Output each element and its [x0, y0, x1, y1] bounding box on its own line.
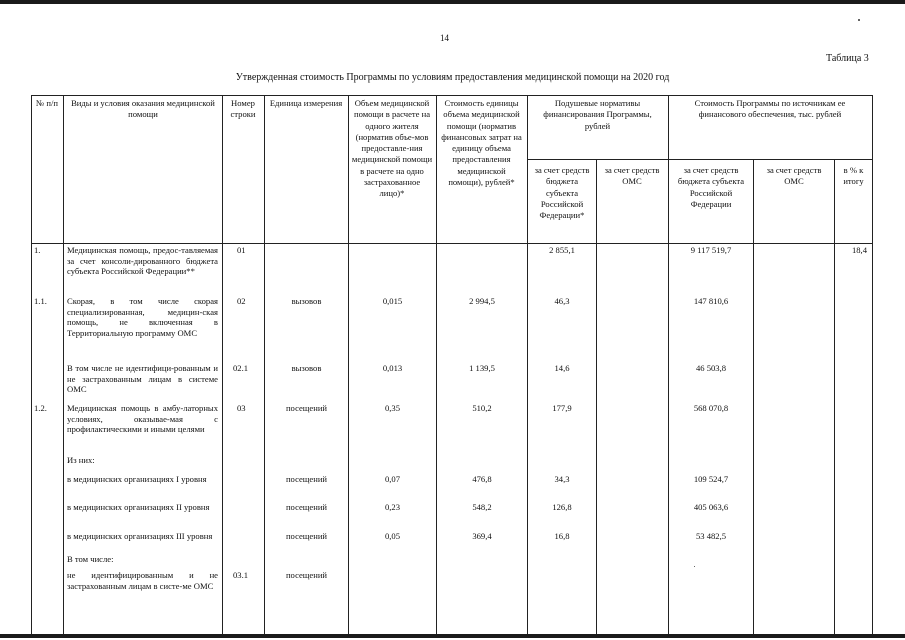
row-name: в медицинских организациях III уровня [67, 531, 213, 541]
row-name: Медицинская помощь, предос-тавляемая за счет консоли-дированного бюджета субъекта Российской Федерации** [67, 245, 218, 277]
row-unit: вызовов [291, 296, 322, 306]
page-number: 14 [440, 33, 449, 43]
col-border [872, 95, 873, 635]
col-border [753, 159, 754, 635]
col-border [31, 95, 32, 635]
top-border [0, 0, 905, 4]
row-line: 02.1 [233, 363, 249, 373]
header-cost-pct: в % к итогу [843, 165, 864, 187]
bottom-border [0, 634, 905, 638]
header-line: Номер строки [230, 98, 256, 120]
row-num: 1.2. [34, 403, 47, 413]
row-pc-budget: 14,6 [554, 363, 570, 373]
row-c-budget: 147 810,6 [693, 296, 729, 306]
header-bottom-rule [31, 243, 872, 244]
row-name: не идентифицированным и не застрахованным лицам в систе-ме ОМС [67, 570, 218, 591]
row-unit: посещений [285, 474, 328, 484]
col-border [834, 159, 835, 635]
row-c-budget: 53 482,5 [695, 531, 727, 541]
row-name: В том числе: [67, 554, 114, 564]
row-name: Медицинская помощь в амбу-латорных условиях, оказывае-мая с профилактическими и иными целями [67, 403, 218, 435]
header-cost-budget: за счет средств бюджета субъекта Российской Федерации [677, 165, 745, 209]
row-pc-budget: 177,9 [552, 403, 572, 413]
row-pc-budget: 126,8 [552, 502, 572, 512]
row-name: В том числе не идентифици-рованным и не застрахованным лицам в системе ОМС [67, 363, 218, 395]
subheader-rule-per-capita [527, 159, 668, 160]
page-title: Утвержденная стоимость Программы по условиям предоставления медицинской помощи на 2020 год [235, 72, 670, 83]
header-unit: Единица измерения [269, 98, 343, 108]
row-num: 1. [34, 245, 41, 255]
row-c-budget: 9 117 519,7 [690, 245, 732, 255]
header-per-capita: Подушевые нормативы финансирования Программы, рублей [543, 98, 652, 131]
row-unit: посещений [285, 570, 328, 580]
row-volume: 0,015 [382, 296, 403, 306]
row-pct: 18,4 [851, 245, 867, 255]
row-cost: 476,8 [472, 474, 492, 484]
col-border [222, 95, 223, 635]
row-volume: 0,23 [384, 502, 401, 512]
row-cost: 1 139,5 [469, 363, 495, 373]
row-unit: посещений [285, 502, 328, 512]
header-cost-oms: за счет средств ОМС [766, 165, 822, 187]
row-cost: 510,2 [472, 403, 492, 413]
header-types: Виды и условия оказания медицинской помощи [71, 98, 215, 120]
col-border [596, 159, 597, 635]
row-line: 01 [237, 245, 246, 255]
row-line: 03 [237, 403, 246, 413]
row-volume: 0,05 [384, 531, 401, 541]
row-c-budget: 568 070,8 [693, 403, 729, 413]
row-volume: 0,35 [384, 403, 401, 413]
header-cost: Стоимость единицы объема медицинской помощи (норматив финансовых затрат на единицу объема предоставления медицинской помощи), рублей* [441, 98, 522, 188]
row-name: Из них: [67, 455, 95, 465]
row-pc-budget: 34,3 [554, 474, 570, 484]
scan-speck [858, 19, 860, 21]
header-per-capita-budget: за счет средств бюджета субъекта Российской Федерации* [534, 165, 590, 221]
subheader-rule-program-cost [668, 159, 872, 160]
row-pc-budget: 2 855,1 [549, 245, 575, 255]
row-c-budget: 109 524,7 [693, 474, 729, 484]
row-name: в медицинских организациях I уровня [67, 474, 207, 484]
header-volume: Объем медицинской помощи в расчете на одного жителя (норматив объе-мов предоставле-ния медицинской помощи в расчете на одно застрахованное лицо)* [351, 98, 433, 199]
row-line: 02 [237, 296, 246, 306]
row-name: в медицинских организациях II уровня [67, 502, 210, 512]
col-border [63, 95, 64, 635]
header-per-capita-oms: за счет средств ОМС [604, 165, 660, 187]
scan-speck [694, 566, 695, 567]
row-cost: 2 994,5 [469, 296, 495, 306]
row-c-budget: 405 063,6 [693, 502, 729, 512]
row-num: 1.1. [34, 296, 47, 306]
row-volume: 0,013 [382, 363, 403, 373]
table-label: Таблица 3 [826, 53, 869, 64]
row-pc-budget: 16,8 [554, 531, 570, 541]
header-num: № п/п [36, 98, 58, 108]
row-pc-budget: 46,3 [554, 296, 570, 306]
row-unit: посещений [285, 531, 328, 541]
row-c-budget: 46 503,8 [695, 363, 727, 373]
row-unit: вызовов [291, 363, 322, 373]
row-name: Скорая, в том числе скорая специализированная, медицин-ская помощь, не включенная в Территориальную программу ОМС [67, 296, 218, 338]
row-cost: 369,4 [472, 531, 492, 541]
row-unit: посещений [285, 403, 328, 413]
table-top-rule [31, 95, 872, 96]
row-volume: 0,07 [384, 474, 401, 484]
row-line: 03.1 [233, 570, 249, 580]
header-program-cost: Стоимость Программы по источникам ее финансового обеспечения, тыс. рублей [694, 98, 846, 120]
row-cost: 548,2 [472, 502, 492, 512]
